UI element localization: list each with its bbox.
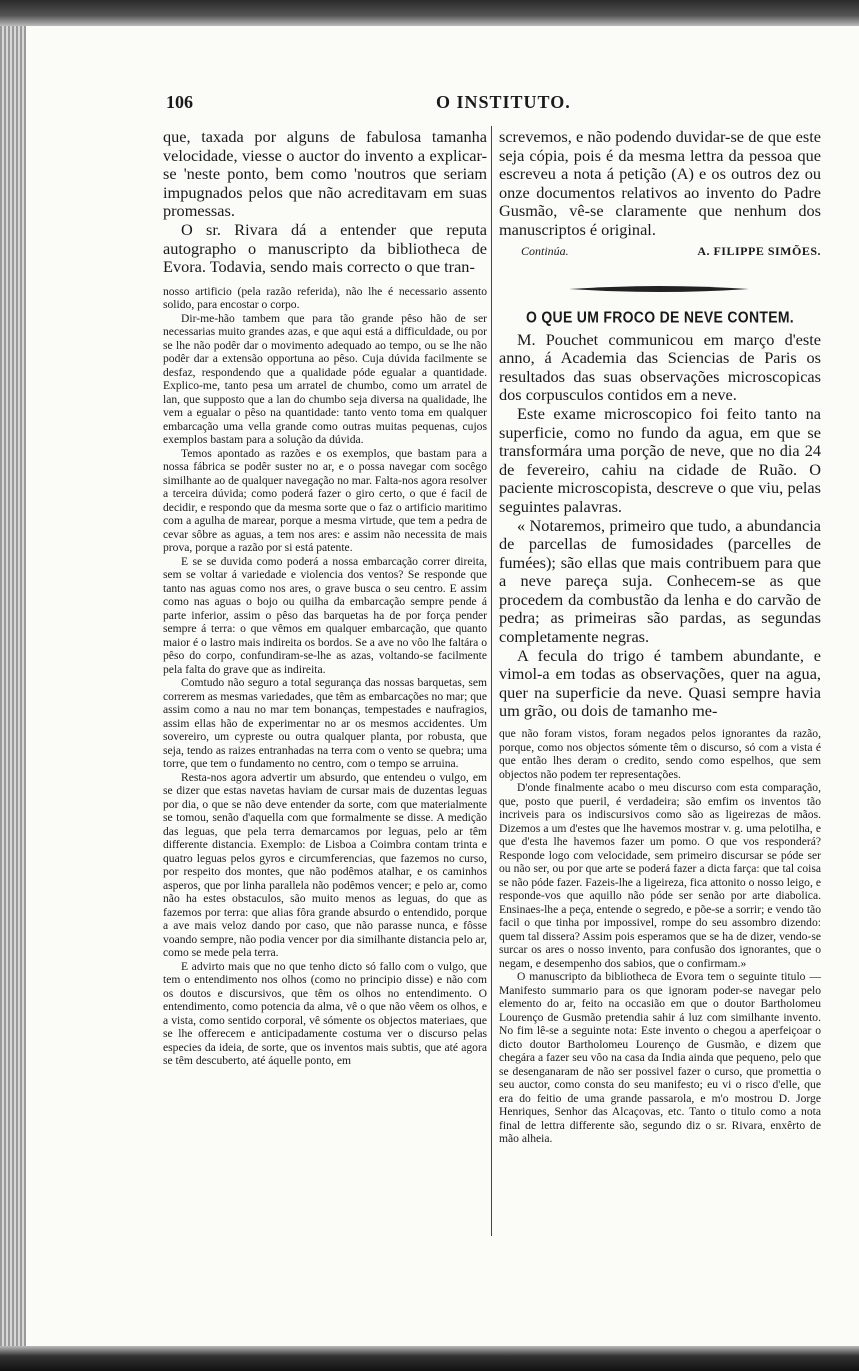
right-small-paragraph-3: O manuscripto da bibliotheca de Evora tem o seguinte titulo — Manifesto summario para os que ignoram poder-se navegar pelo elemento do ar, feito na occasião em que o doutor Bartholomeu Lourenço de Gusmão pretendia sahir á luz com similhante invento. No fim lê-se a seguinte nota: Este invento o chegou a aperfeiçoar o dicto doutor Bartholomeu Lourenço de Gusmão, e dizem que chegára a fazer seu vôo na casa da India ainda que pequeno, pelo que se desenganaram de não ser possivel fazer o curso, que promettia o seu auctor, como consta do seu manifesto; eu vi o risco d'elle, que era do feitio de uma grande passarola, e m'o mostrou D. Jorge Henriques, Senhor das Alcaçovas, etc. Tanto o titulo como a nota final de lettra differente são, segundo diz o sr. Rivara, enxêrto de mão alheia. [499,970,821,1146]
scan-binding-edge [0,26,26,1346]
right-large-paragraph-1: M. Pouchet communicou em março d'este anno, á Academia das Sciencias de Paris os resultados das suas observações microscopicas dos corpusculos contidos em a neve. [499,329,821,405]
scan-top-edge [0,0,859,26]
scan-bottom-edge [0,1346,859,1371]
left-large-paragraph-2: O sr. Rivara dá a entender que reputa autographo o manuscripto da bibliotheca de Evora. Todavia, sendo mais correcto o que tran- [163,219,487,277]
right-small-paragraph-2: D'onde finalmente acabo o meu discurso com esta comparação, que, posto que pueril, é verdadeira; são emfim os inventos tão incriveis para os indiscursivos como são as ligeirezas de mãos. Dizemos a um d'estes que lhe havemos mostrar v. g. uma pelotilha, e que d'esta lhe havemos fazer um pomo. O que vos responderá? Responde logo com velocidade, sem primeiro discursar se póde ser ou não ser, ou por que arte se poderá fazer a dicta farça: que tal coisa se não póde fazer. Fazeis-lhe a ligeireza, fica attonito o nosso leigo, e responde-vos que aquillo não póde ser senão por arte diabolica. Ensinaes-lhe a peça, entende o segredo, e põe-se a sorrir; e vendo tão facil o que tinha por impossivel, rompe do seu assombro dizendo: quem tal dissera? Assim pois esperamos que se ha de dizer, vendo-se surcar os ares o nosso invento, para confusão dos ignorantes, que o negam, e desempenho dos sabios, que o confirmam.» [499,781,821,970]
right-large-paragraph-4: A fecula do trigo é tambem abundante, e vimol-a em todas as observações, quer na agua, quer na superficie da neve. Quasi sempre havia um grão, ou dois de tamanho me- [499,645,821,721]
continua-label: Continúa. [521,243,569,258]
right-large-paragraph-3: « Notaremos, primeiro que tudo, a abundancia de parcellas de fumosidades (parcelles de fumées); são ellas que mais contribuem para que a neve pareça suja. Conhecem-se as que procedem da combustão da lenha e do carvão de pedra; as primeiras são pardas, as segundas completamente negras. [499,515,821,647]
article-title: O QUE UM FROCO DE NEVE CONTEM. [525,307,794,326]
left-large-paragraph-1: que, taxada por alguns de fabulosa tamanha velocidade, viesse o auctor do invento a explicar-se 'neste ponto, bem como 'noutros que seriam impugnados pelos que não acreditavam em suas promessas. [163,127,487,221]
left-small-paragraph-5: Comtudo não seguro a total segurança das nossas barquetas, sem correrem as mesmas variedades, que têm as embarcações no mar; que assim como a nau no mar tem bonanças, tempestades e naufragios, assim ellas hão de experimentar no ar os mesmos accidentes. Um sovereiro, um cypreste ou outra qualquer planta, por robusta, que seja, tendo as raizes entranhadas na terra com o vento se quebra; uma torre, que tem o fundamento no centro, com o tempo se arruina. [163,676,487,771]
page-number: 106 [166,92,193,112]
right-small-paragraph-1: que não foram vistos, foram negados pelos ignorantes da razão, porque, como nos objectos sómente têm o discurso, só com a vista é que então lhes deram o credito, sendo como espelhos, que sem objectos não podem ter representações. [499,727,821,781]
right-intro-paragraph: screvemos, e não podendo duvidar-se de que este seja cópia, pois é da mesma lettra da pessoa que escreveu a nota á petição (A) e os outros dez ou onze documentos relativos ao invento do Padre Gusmão, vê-se claramente que nenhum dos manuscriptos é original. [499,127,821,239]
right-large-paragraph-2: Este exame microscopico foi feito tanto na superficie, como no fundo da agua, em que se transformára uma porção de neve, que no dia 24 de fevereiro, cahiu na cidade de Ruão. O paciente microscopista, descreve o que viu, pelas seguintes palavras. [499,403,821,516]
section-divider [499,279,821,301]
left-column [163,128,487,1068]
left-small-paragraph-7: E advirto mais que no que tenho dicto só fallo com o vulgo, que tem o entendimento nos olhos (como no principio disse) e não com os doutos e discursivos, que têm os olhos no entendimento. O entendimento, como potencia da alma, vê o que não vêem os olhos, e a vista, como sentido corporal, vê sómente os objectos materiaes, que se lhe offerecem e anticipadamente costuma ver o discurso pelas especies da ideia, de sorte, que os inventos mais subtis, que até agora se têm descuberto, até áquelle ponto, em [163,959,487,1068]
continuation-row [499,244,821,259]
left-small-paragraph-4: E se se duvida como poderá a nossa embarcação correr direita, sem se voltar á variedade e violencia dos ventos? Se responde que tanto nas aguas como nos ares, o grave busca o seu centro. E assim como nas aguas o bojo ou quilha da embarcação sempre pende á parte inferior, assim o pêso das barquetas ha de por força pender sempre á terra: o que vêmos em qualquer embarcação, que quanto maior é o lastro mais indireita os bordos. Se a ave no vôo lhe faltára o pêso do corpo, confundiram-se-lhe as azas, voltando-se facilmente pela falta do grave que as indireita. [163,554,487,676]
right-column [499,128,821,1146]
left-small-paragraph-6: Resta-nos agora advertir um absurdo, que entendeu o vulgo, em se dizer que estas navetas haviam de cursar mais de duzentas leguas por dia, o que se não deve entender da sorte, com que materialmente se tomou, senão d'aquella com que formalmente se disse. A medição das leguas, que pela terra demarcamos por leguas, pelo ar têm differente distancia. Exemplo: de Lisboa a Coimbra contam trinta e quatro leguas pelos gyros e circumferencias, que fazemos no curso, por respeito dos montes, que não podêmos atalhar, e os caminhos asperos, que por linha parallela não podêmos vencer; e pelo ar, como não ha estes obstaculos, são muito menos as leguas, do que as fazemos por terra: que alias fôra grande absurdo o entendido, porque a ave mais veloz dando por caso, que não parasse nunca, e fôsse voando sempre, não podia vencer por dia similhante distancia pelo ar, como se mede pela terra. [163,770,487,960]
left-small-paragraph-3: Temos apontado as razões e os exemplos, que bastam para a nossa fábrica se podêr suster no ar, e o possa navegar com socêgo similhante ao de qualquer navegação no mar. Falta-nos agora resolver a terceira dúvida; como poderá fazer o giro certo, o que é facil de decidir, e respondo que da mesma sorte que o faz o artificio maritimo com a agulha de marear, porque a mesma virtude, que tem a pedra de cevar sôbre as aguas, a tem nos ares: e assim não necessita de mais prova, porque a razão por si está patente. [163,446,487,555]
journal-title: O INSTITUTO. [436,92,571,112]
author-signature: A. FILIPPE SIMÕES. [697,243,821,258]
left-small-paragraph-2: Dir-me-hão tambem que para tão grande pêso hão de ser necessarias muito grandes azas, e que aqui está a difficuldade, ou por se lhe não podêr dar o movimento adequado ao tempo, ou se lhe não podêr dar a extensão opportuna ao pêso. Cuja dúvida facilmente se desfaz, respondendo que a qualidade póde egualar a quantidade. Explico-me, tanto pesa um arratel de chumbo, como um arratel de lan, que supposto que a lan do chumbo seja diversa na qualidade, lhe vem a egualar o pêso na quantidade: tanto vento toma em qualquer embarcação uma vella grande como outras muitas pequenas, cujos exemplos bastam para a solução da dúvida. [163,311,487,447]
ornamental-rule-icon [569,283,749,295]
column-divider [491,126,492,1236]
left-small-paragraph-1: nosso artificio (pela razão referida), não lhe é necessario assento solido, para encostar o corpo. [163,284,487,312]
page-header [166,92,820,116]
